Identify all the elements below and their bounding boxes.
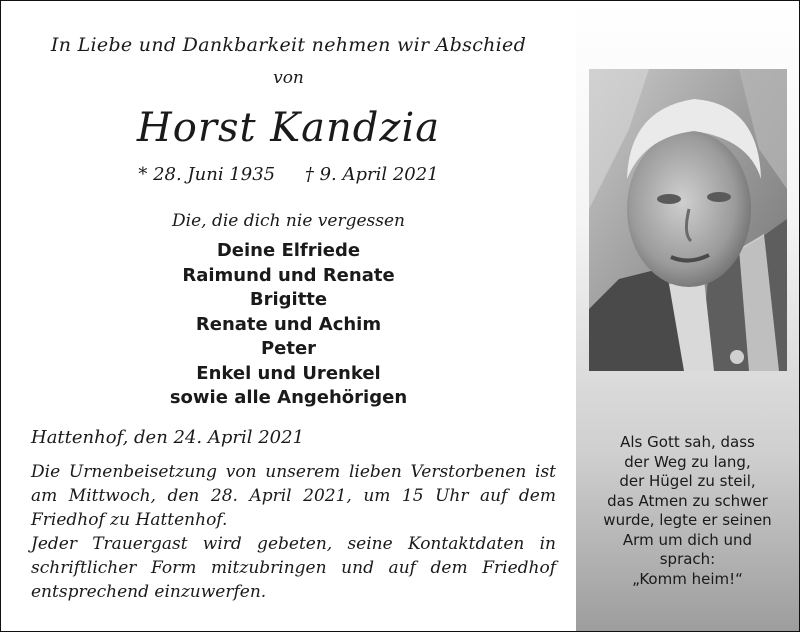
poem-line: „Komm heim!“ xyxy=(632,569,743,588)
contact-paragraph: Jeder Trauergast wird gebeten, seine Kontaktdaten in schriftlicher Form mitzubringen und auf dem Friedhof entsprechend einzuwerfen. xyxy=(31,534,556,602)
mourner-line: Brigitte xyxy=(249,289,328,310)
notice-side-column xyxy=(576,1,799,631)
mourner-line: Deine Elfriede xyxy=(216,240,361,261)
poem-line: das Atmen zu schwer xyxy=(607,491,768,510)
place-date: Hattenhof, den 24. April 2021 xyxy=(31,427,305,448)
mourner-line: Enkel und Urenkel xyxy=(196,362,381,384)
poem-line: wurde, legte er seinen xyxy=(603,511,772,529)
mourner-line: Peter xyxy=(260,338,317,359)
poem-line: der Weg zu lang, xyxy=(624,452,751,471)
life-dates xyxy=(1,164,576,185)
mourner-line: Renate und Achim xyxy=(195,313,382,335)
mourners-intro: Die, die dich nie vergessen xyxy=(172,211,405,231)
poem-line: Arm um dich und xyxy=(622,530,753,549)
deceased-name: Horst Kandzia xyxy=(136,105,441,151)
poem-line: der Hügel zu steil, xyxy=(619,472,756,490)
birth-date: * 28. Juni 1935 xyxy=(138,164,276,185)
portrait-image xyxy=(589,69,787,371)
burial-paragraph: Die Urnenbeisetzung von unserem lieben Verstorbenen ist am Mittwoch, den 28. April 2021, um 15 Uhr auf dem Friedhof zu Hattenhof. xyxy=(31,462,556,530)
von-line: von xyxy=(273,68,304,88)
mourner-line: Raimund und Renate xyxy=(182,264,395,286)
death-date: † 9. April 2021 xyxy=(304,164,439,185)
notice-main-column xyxy=(1,1,576,631)
funeral-details xyxy=(31,460,556,604)
mourners-list xyxy=(1,239,576,411)
intro-line: In Liebe und Dankbarkeit nehmen wir Abschied xyxy=(50,34,527,56)
poem-line: Als Gott sah, dass xyxy=(620,433,755,451)
poem-line: sprach: xyxy=(659,550,716,568)
memorial-poem xyxy=(576,433,799,589)
mourner-line: sowie alle Angehörigen xyxy=(169,387,408,408)
portrait-photo xyxy=(589,69,787,371)
